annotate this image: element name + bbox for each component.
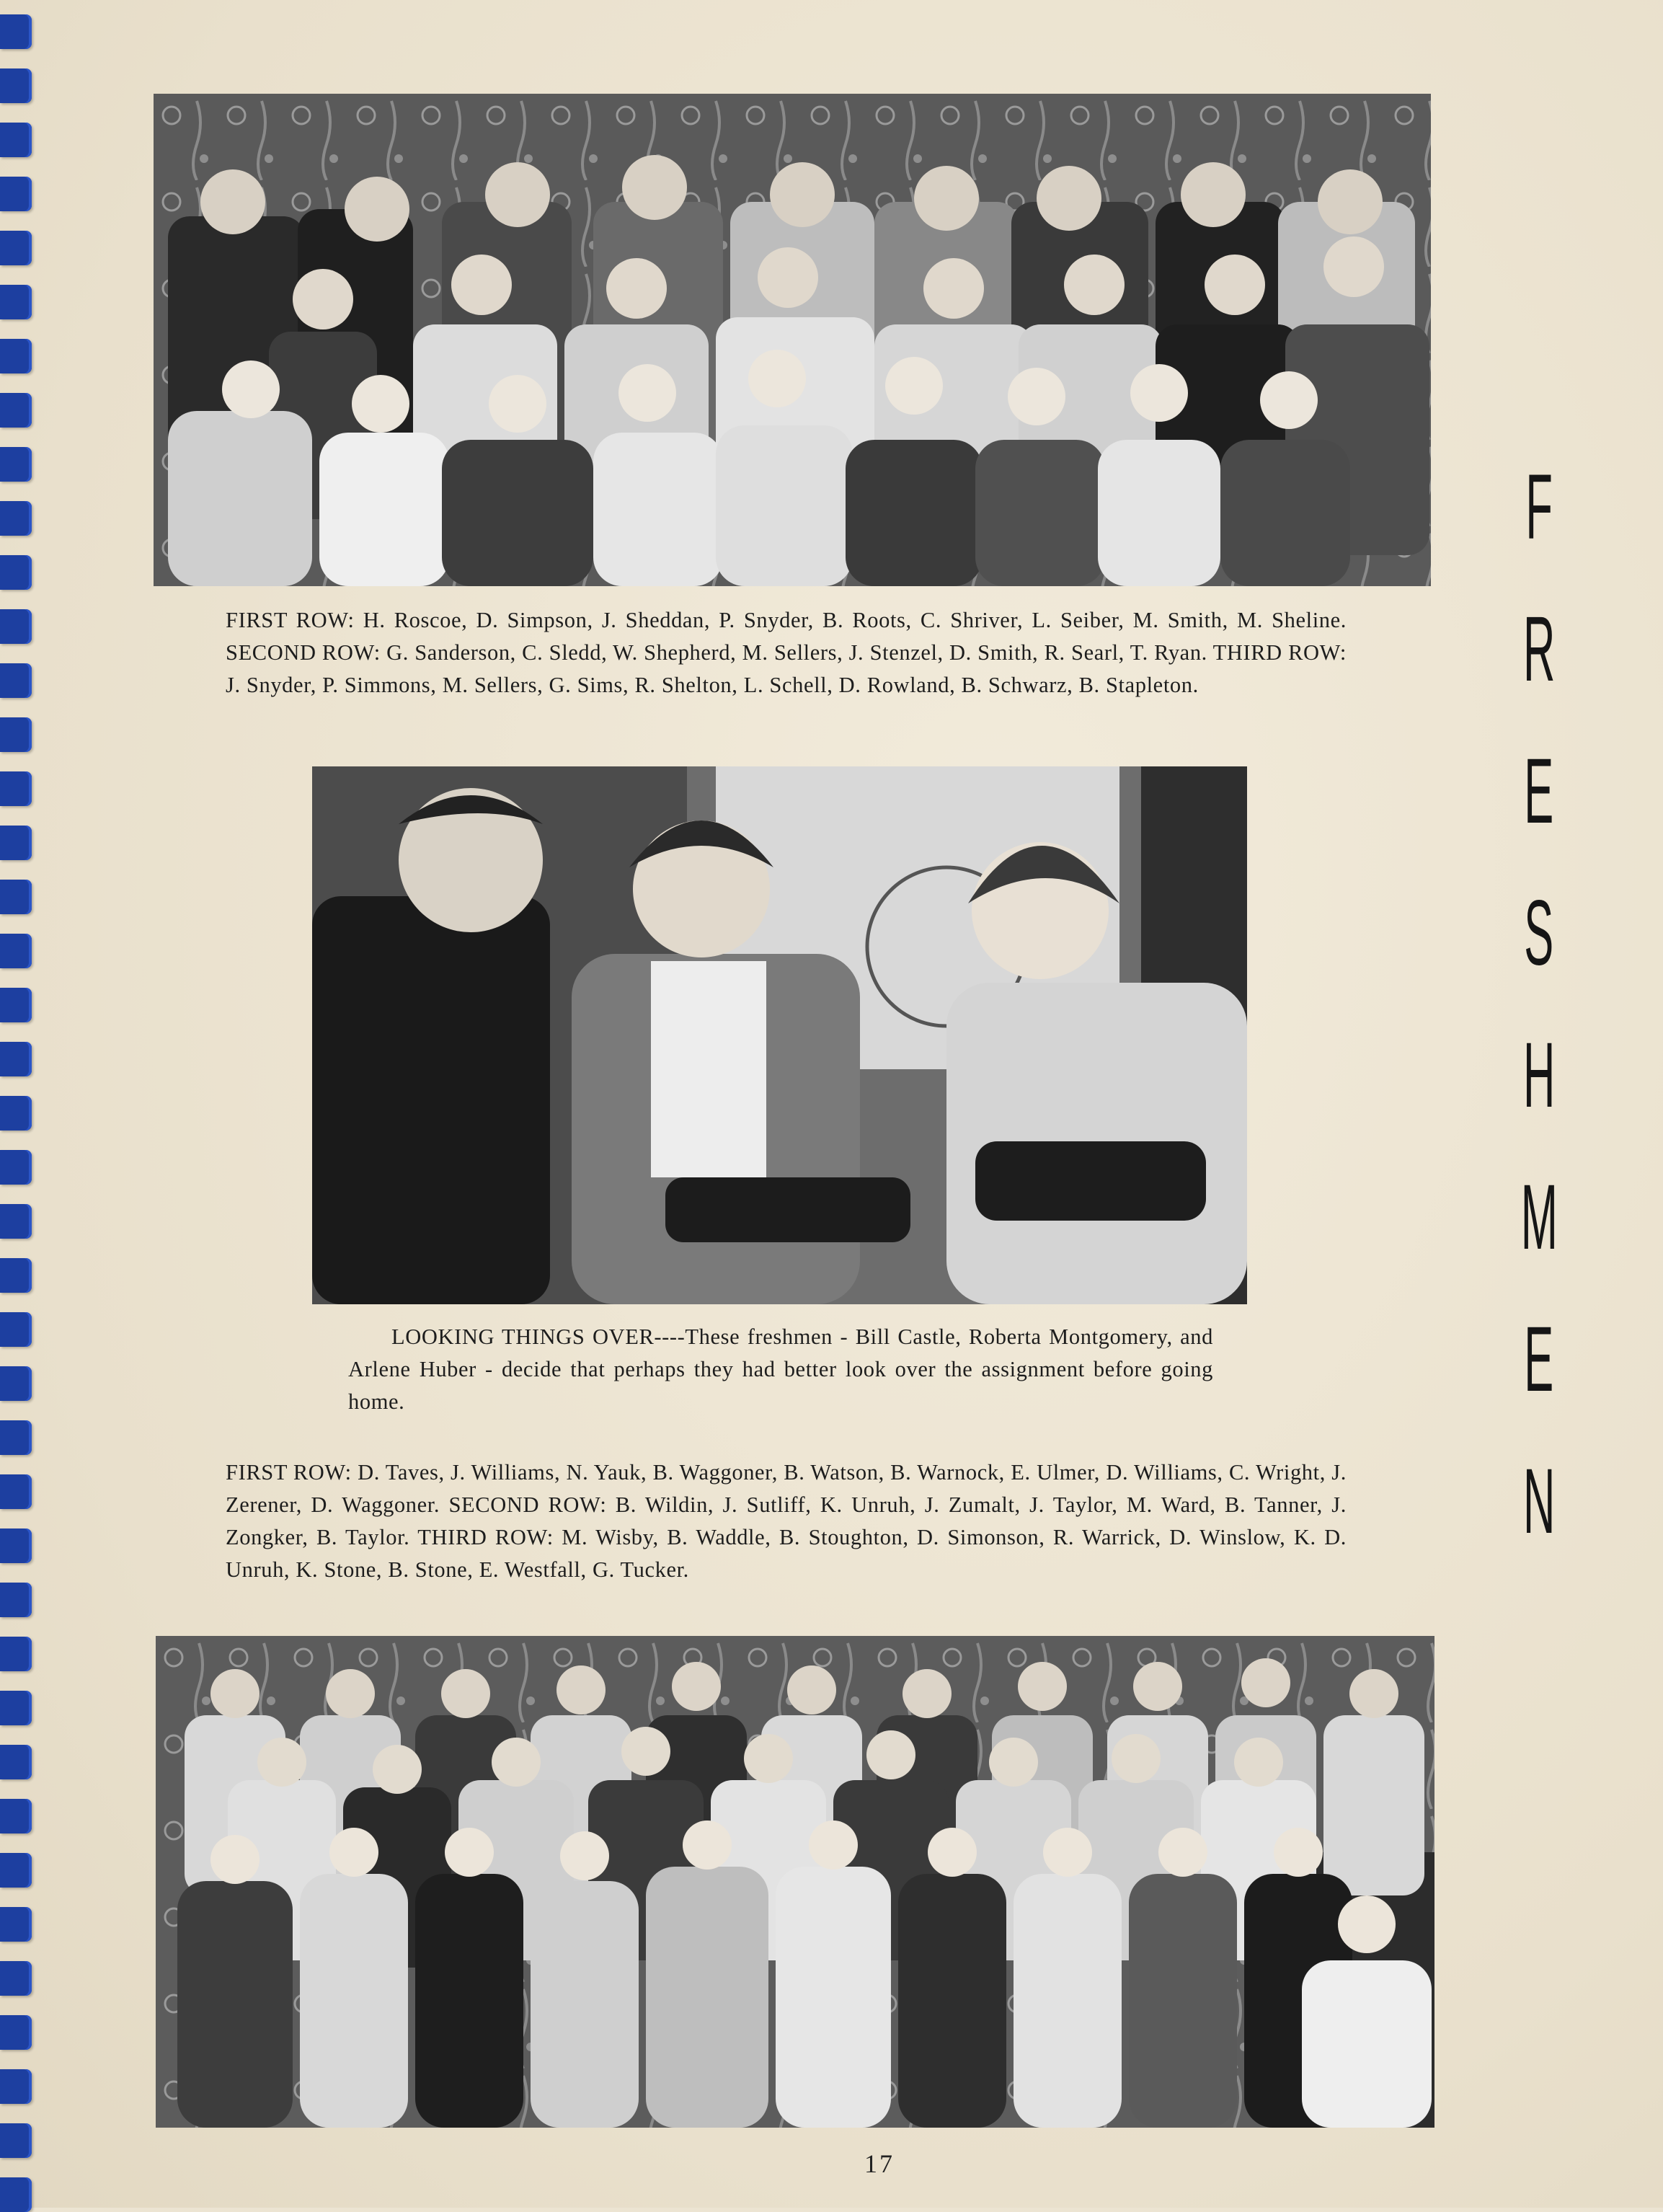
binding-coil	[0, 1691, 32, 1725]
binding-coil	[0, 1637, 32, 1671]
binding-coil	[0, 231, 32, 265]
binding-coil	[0, 2177, 32, 2212]
binding-coil	[0, 1312, 32, 1347]
binding-coil	[0, 880, 32, 914]
binding-coil	[0, 2069, 32, 2104]
binding-coil	[0, 2015, 32, 2050]
class-photo-top-image	[154, 94, 1431, 586]
side-title-letter: E	[1524, 740, 1554, 843]
side-title-letter: N	[1522, 1450, 1556, 1553]
binding-coil	[0, 447, 32, 482]
binding-coil	[0, 988, 32, 1022]
binding-coil	[0, 555, 32, 590]
binding-coil	[0, 934, 32, 968]
binding-coil	[0, 1907, 32, 1942]
binding-coil	[0, 717, 32, 752]
spiral-binding	[0, 0, 43, 2208]
binding-coil	[0, 393, 32, 428]
side-title-letter: F	[1525, 456, 1553, 559]
binding-coil	[0, 14, 32, 49]
binding-coil	[0, 1853, 32, 1888]
side-title-freshmen	[1507, 456, 1571, 1598]
binding-coil	[0, 285, 32, 319]
candid-photo-middle	[312, 766, 1247, 1304]
binding-coil	[0, 663, 32, 698]
binding-coil	[0, 1529, 32, 1563]
binding-coil	[0, 771, 32, 806]
class-photo-bottom-image	[156, 1636, 1434, 2128]
binding-coil	[0, 1042, 32, 1076]
side-title-letter: M	[1520, 1166, 1558, 1269]
binding-coil	[0, 339, 32, 373]
binding-coil	[0, 2123, 32, 2158]
candid-photo-middle-image	[312, 766, 1247, 1304]
binding-coil	[0, 68, 32, 103]
binding-coil	[0, 1474, 32, 1509]
page-number: 17	[864, 2149, 895, 2178]
binding-coil	[0, 826, 32, 860]
side-title-letter: R	[1522, 598, 1556, 701]
binding-coil	[0, 609, 32, 644]
caption-bottom-roster: FIRST ROW: D. Taves, J. Williams, N. Yauk, B. Waggoner, B. Watson, B. Warnock, E. Ulmer, D. Williams, C. Wright, J. Zerener, D. Waggoner. SECOND ROW: B. Wildin, J. Sutliff, K. Unruh, J. Zumalt, J. Taylor, M. Ward, B. Tanner, J. Zongker, B. Taylor. THIRD ROW: M. Wisby, B. Waddle, B. Stoughton, D. Simonson, R. Warrick, D. Winslow, K. D. Unruh, K. Stone, B. Stone, E. Westfall, G. Tucker.	[226, 1460, 1347, 1582]
binding-coil	[0, 501, 32, 536]
binding-coil	[0, 1258, 32, 1293]
class-photo-top	[154, 94, 1431, 586]
binding-coil	[0, 1150, 32, 1185]
side-title-letter: H	[1522, 1024, 1556, 1127]
binding-coil	[0, 177, 32, 211]
side-title-letter: E	[1524, 1308, 1554, 1411]
side-title-letter: S	[1524, 882, 1554, 985]
binding-coil	[0, 1961, 32, 1996]
binding-coil	[0, 1366, 32, 1401]
class-photo-bottom	[156, 1636, 1434, 2128]
binding-coil	[0, 1420, 32, 1455]
binding-coil	[0, 1096, 32, 1131]
binding-coil	[0, 1745, 32, 1779]
binding-coil	[0, 1583, 32, 1617]
binding-coil	[0, 123, 32, 157]
caption-top-roster: FIRST ROW: H. Roscoe, D. Simpson, J. Sheddan, P. Snyder, B. Roots, C. Shriver, L. Seiber, M. Smith, M. Sheline. SECOND ROW: G. Sanderson, C. Sledd, W. Shepherd, M. Sellers, J. Stenzel, D. Smith, R. Searl, T. Ryan. THIRD ROW: J. Snyder, P. Simmons, M. Sellers, G. Sims, R. Shelton, L. Schell, D. Rowland, B. Schwarz, B. Stapleton.	[226, 608, 1347, 697]
binding-coil	[0, 1204, 32, 1239]
binding-coil	[0, 1799, 32, 1833]
caption-middle: LOOKING THINGS OVER----These freshmen - Bill Castle, Roberta Montgomery, and Arlene Huber - decide that perhaps they had better look over the assignment before going home.	[348, 1324, 1213, 1414]
